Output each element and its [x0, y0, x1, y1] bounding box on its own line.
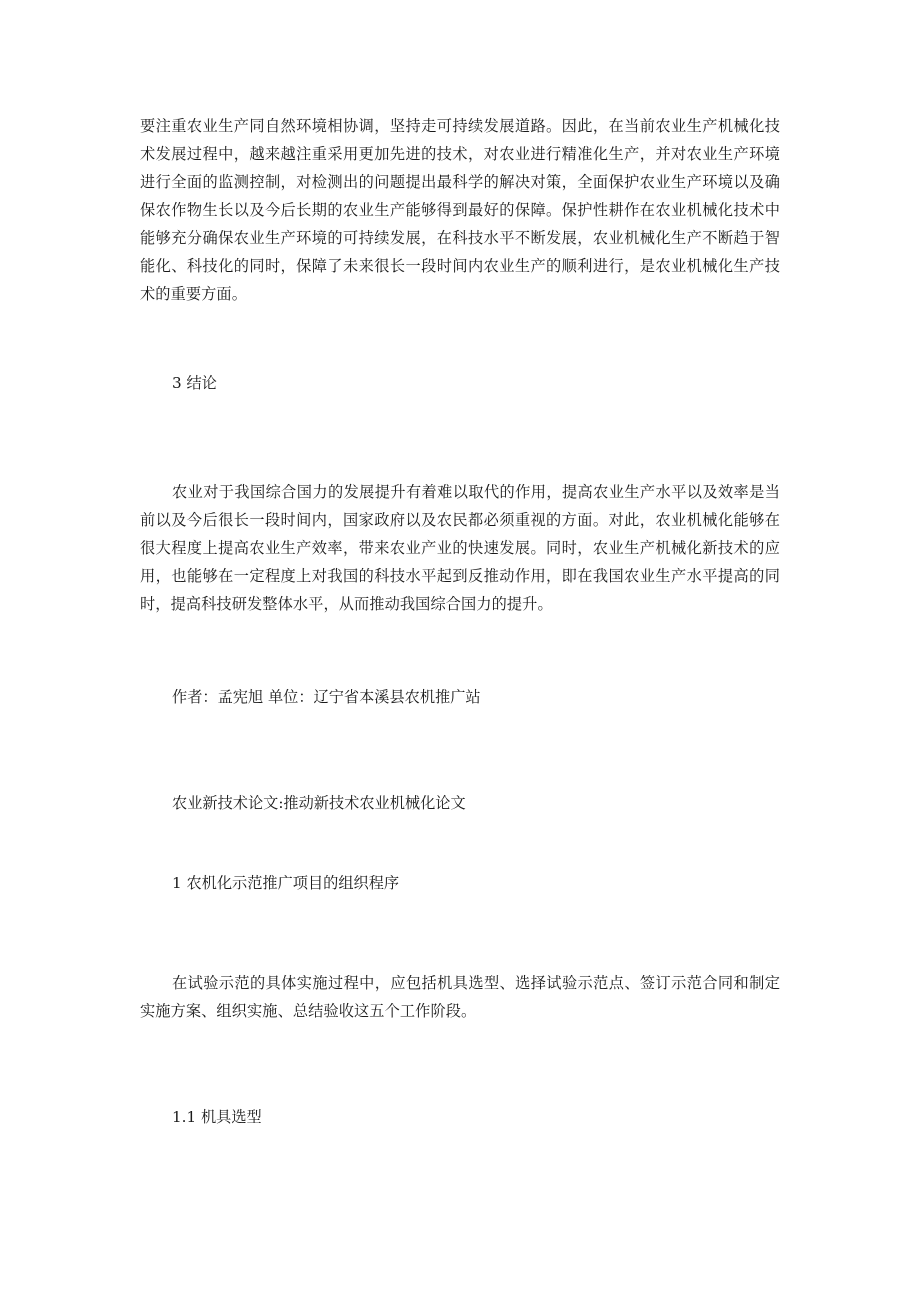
author-line: 作者：孟宪旭 单位：辽宁省本溪县农机推广站	[172, 688, 481, 706]
section-1-paragraph: 在试验示范的具体实施过程中，应包括机具选型、选择试验示范点、签订示范合同和制定实施方案、组织实施、总结验收这五个工作阶段。	[140, 974, 780, 1020]
article-title: 农业新技术论文:推动新技术农业机械化论文	[172, 794, 466, 812]
continued-paragraph: 要注重农业生产同自然环境相协调，坚持走可持续发展道路。因此，在当前农业生产机械化技术发展过程中，越来越注重采用更加先进的技术，对农业进行精准化生产，并对农业生产环境进行全面的监测控制，对检测出的问题提出最科学的解决对策，全面保护农业生产环境以及确保农作物生长以及今后长期的农业生产能够得到最好的保障。保护性耕作在农业机械化技术中能够充分确保农业生产环境的可持续发展，在科技水平不断发展，农业机械化生产不断趋于智能化、科技化的同时，保障了未来很长一段时间内农业生产的顺利进行，是农业机械化生产技术的重要方面。	[140, 117, 780, 303]
heading-section-1-1: 1.1 机具选型	[172, 1108, 262, 1126]
conclusion-paragraph: 农业对于我国综合国力的发展提升有着难以取代的作用，提高农业生产水平以及效率是当前以及今后很长一段时间内，国家政府以及农民都必须重视的方面。对此，农业机械化能够在很大程度上提高农业生产效率，带来农业产业的快速发展。同时，农业生产机械化新技术的应用，也能够在一定程度上对我国的科技水平起到反推动作用，即在我国农业生产水平提高的同时，提高科技研发整体水平，从而推动我国综合国力的提升。	[140, 483, 780, 613]
heading-section-1: 1 农机化示范推广项目的组织程序	[172, 874, 400, 892]
heading-conclusion: 3 结论	[172, 374, 217, 392]
